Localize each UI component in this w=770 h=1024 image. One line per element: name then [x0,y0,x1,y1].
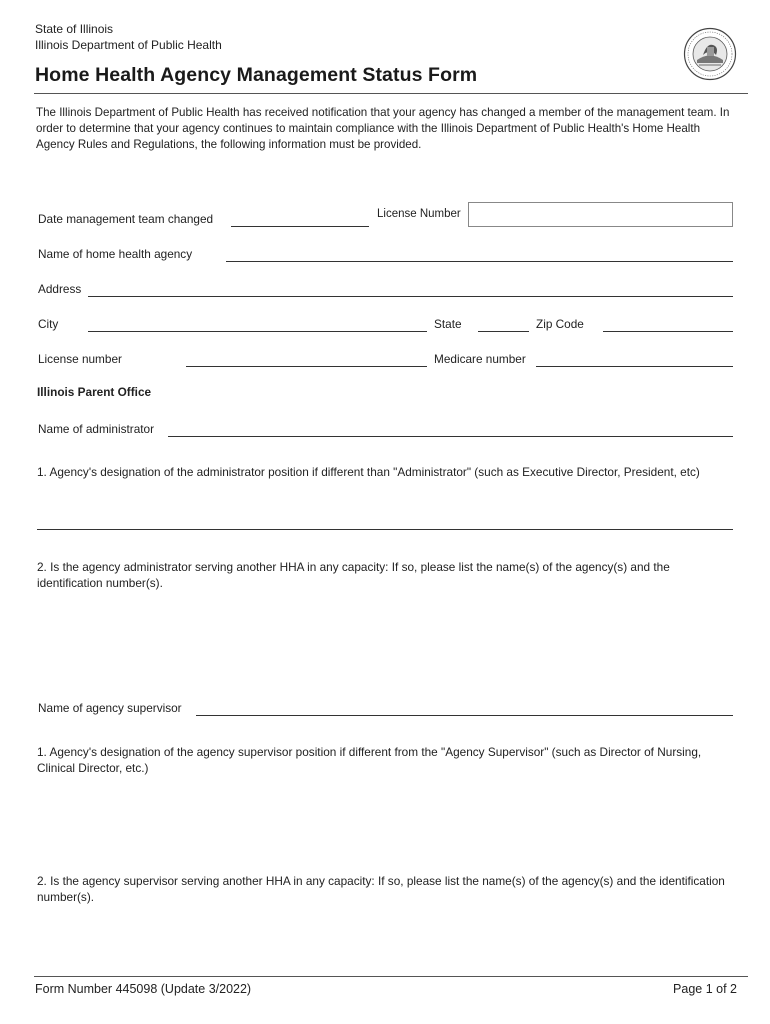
license-number-field[interactable] [186,366,427,367]
license-number-box-field[interactable] [468,202,733,227]
address-label: Address [38,282,82,296]
administrator-name-field[interactable] [168,436,733,437]
state-label: State [434,317,462,331]
agency-name-label: Name of home health agency [38,247,193,261]
page-title: Home Health Agency Management Status Form [35,64,478,86]
supervisor-name-field[interactable] [196,715,733,716]
administrator-other-hha-field[interactable] [37,595,733,690]
agency-name-field[interactable] [226,261,733,262]
date-changed-label: Date management team changed [38,212,214,226]
address-field[interactable] [88,296,733,297]
footer-rule [34,976,748,977]
supervisor-question-1: 1. Agency's designation of the agency supervisor position if different from the "Agency Supervisor" (such as Director of Nursing, Clinical Director, etc.) [37,745,702,775]
city-field[interactable] [88,331,427,332]
supervisor-other-hha-field[interactable] [37,908,733,968]
license-number-label: License number [38,352,122,366]
page-number: Page 1 of 2 [673,982,737,996]
administrator-question-1: 1. Agency's designation of the administrator position if different than "Administrator" (such as Executive Director, President, etc) [37,465,700,479]
administrator-name-label: Name of administrator [38,422,155,436]
administrator-designation-field[interactable] [37,529,733,530]
supervisor-name-label: Name of agency supervisor [38,701,182,715]
state-seal-icon [683,27,737,81]
zip-field[interactable] [603,331,733,332]
state-name: State of Illinois [35,22,114,36]
supervisor-question-2: 2. Is the agency supervisor serving another HHA in any capacity: If so, please list the name(s) of the agency(s) and the identification number(s). [37,874,725,904]
license-number-box-label: License Number [377,208,461,220]
administrator-question-2: 2. Is the agency administrator serving another HHA in any capacity: If so, please list the name(s) of the agency(s) and the identification number(s). [37,560,670,590]
department-name: Illinois Department of Public Health [35,38,222,52]
medicare-number-field[interactable] [536,366,733,367]
intro-paragraph: The Illinois Department of Public Health has received notification that your agency has changed a member of the management team. In order to determine that your agency continues to maintain compliance with the Illinois Department of Public Health's Home Health Agency Rules and Regulations, the following information must be provided. [36,106,730,151]
state-field[interactable] [478,331,529,332]
header-rule [34,93,748,94]
zip-label: Zip Code [536,317,584,331]
date-changed-field[interactable] [231,226,369,227]
medicare-number-label: Medicare number [434,352,526,366]
supervisor-designation-field[interactable] [37,782,733,867]
form-number: Form Number 445098 (Update 3/2022) [35,982,252,996]
parent-office-heading: Illinois Parent Office [37,385,152,399]
city-label: City [38,317,59,331]
